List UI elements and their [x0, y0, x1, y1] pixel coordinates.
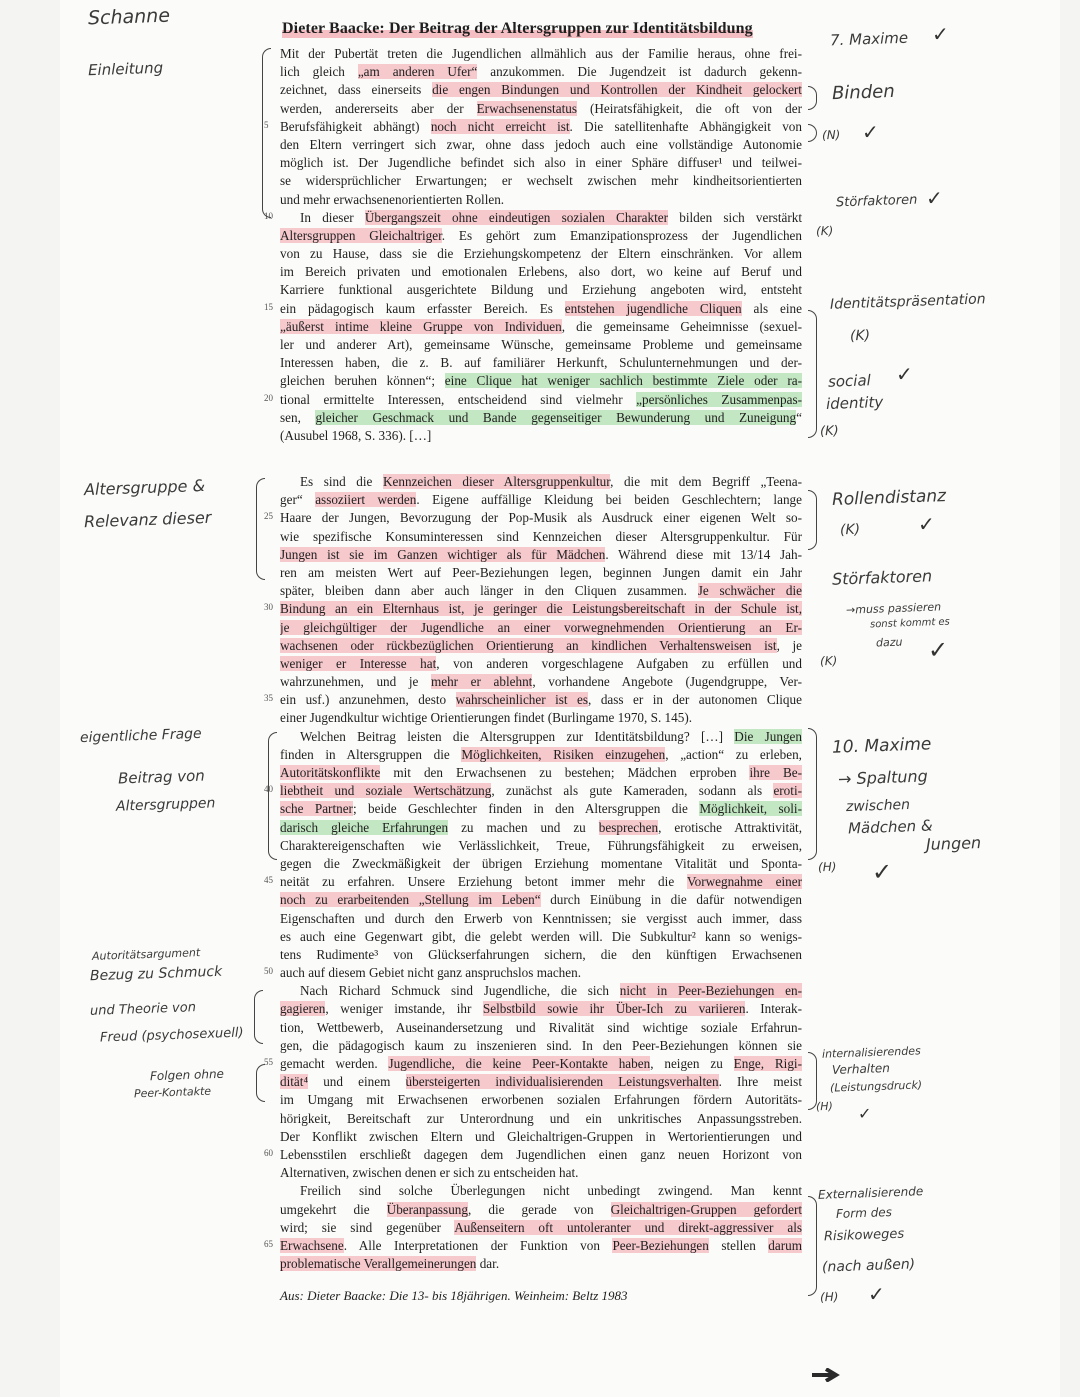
text-line: problematische Verallgemeinerungen dar.	[280, 1256, 500, 1272]
text-line: dität⁴ und einem übersteigerten individualisierenden Leistungsverhalten. Ihre meist	[280, 1074, 802, 1090]
note-rollendistanz: Rollendistanz	[831, 486, 947, 510]
note-k5: (K)	[819, 653, 838, 669]
text-line: Autoritätskonflikte mit den Erwachsenen zu bestehen; Mädchen erproben ihre Be-	[280, 765, 802, 780]
text-line: Es sind die Kennzeichen dieser Altersgruppenkultur, die mit dem Begriff „Teena-	[300, 474, 802, 489]
note-freud: Freud (psychosexuell)	[99, 1025, 244, 1046]
note-relevanz: Relevanz dieser	[83, 507, 212, 532]
note-jungen: Jungen	[925, 833, 982, 854]
text-line: werden, andererseits aber der Erwachsenenstatus (Heiratsfähigkeit, die oft von der	[280, 100, 802, 116]
note-maxime7: 7. Maxime	[829, 28, 909, 50]
line-number: 45	[264, 875, 273, 886]
line-number: 30	[264, 602, 273, 613]
text-line: Alternativen, zwischen denen er sich zu entscheiden hat.	[280, 1165, 579, 1181]
note-identitaetspraesentation: Identitätspräsentation	[829, 291, 986, 313]
arrow-right-icon	[812, 1368, 842, 1382]
text-line: weniger er Interesse hat, von anderen vorgeschlagene Aufgaben zu erfüllen und	[280, 655, 802, 671]
text-line: finden in Altersgruppen die Möglichkeiten, Risiken einzugehen, „action“ zu erleben,	[280, 746, 802, 762]
note-risikoweges: Risikoweges	[823, 1226, 905, 1245]
text-block-1	[264, 45, 802, 445]
text-line: auch auf diesem Gebiet nicht ganz anspruchslos machen.	[280, 965, 582, 981]
text-line: später, bleiben dann aber auch länger in den Cliquen zusammen. Je schwächer die	[280, 583, 802, 599]
left-bracket-frage	[268, 732, 277, 860]
check-mark-icon: ✓	[872, 858, 893, 886]
text-line: gemacht werden. Jugendliche, die keine Peer-Kontakte haben, neigen zu Enge, Rigi-	[280, 1056, 802, 1071]
note-maxime10: 10. Maxime	[831, 734, 932, 758]
text-line: wachsenen oder rückbezüglichen Orientierung an kindlichen Verhaltensweisen ist, je	[280, 637, 802, 653]
line-number: 20	[264, 392, 273, 403]
text-line: möglich ist. Der Jugendliche befindet sich also in einer Sphäre diffuser¹ und teilwei-	[280, 155, 802, 171]
text-line: ler und anderer Art), gemeinsame Wünsche, gemeinsame Probleme und gemeinsame	[280, 337, 802, 352]
text-line: Charaktereigenschaften wie Verlässlichkeit, Treue, Führungsfähigkeit zu erweisen,	[280, 837, 802, 853]
text-line: Mit der Pubertät treten die Jugendlichen allmählich aus der Familie heraus, ohne frei-	[280, 46, 802, 61]
text-line: Nach Richard Schmuck sind Jugendliche, die sich nicht in Peer-Beziehungen en-	[300, 983, 802, 999]
note-h1: (H)	[817, 859, 837, 875]
line-number: 35	[264, 693, 273, 704]
check-mark-icon: ✓	[918, 512, 935, 536]
note-binden: Binden	[831, 80, 896, 105]
text-line: gegen die Zweckmäßigkeit der übrigen Erziehung momentane Vitalität und Sponta-	[280, 855, 802, 871]
note-spaltung: → Spaltung	[837, 766, 929, 789]
check-mark-icon: ✓	[928, 636, 949, 664]
line-number: 40	[264, 784, 273, 795]
text-line: In dieser Übergangszeit ohne eindeutigen sozialen Charakter bilden sich verstärkt	[300, 209, 802, 225]
text-line: neität zu erfahren. Unsere Erziehung betont immer mehr die Vorwegnahme einer	[280, 874, 802, 890]
text-line: sen, gleicher Geschmack und Bande gegenseitiger Bewunderung und Zuneigung“	[280, 409, 802, 425]
note-dazu: dazu	[875, 635, 903, 650]
check-mark-icon: ✓	[896, 362, 913, 386]
note-stoerfaktoren-1: Störfaktoren	[835, 192, 918, 211]
text-line: ren am meisten Wert auf Peer-Beziehungen legen, beginnen Jungen damit ein Jahr	[280, 564, 802, 580]
note-internalisierendes: internalisierendes	[821, 1044, 921, 1061]
text-line: „äußerst intime kleine Gruppe von Individuen, die gemeinsame Geheimnisse (sexuel-	[280, 318, 802, 334]
document-title: Dieter Baacke: Der Beitrag der Altersgruppen zur Identitätsbildung	[282, 20, 753, 37]
note-leistungsdruck: (Leistungsdruck)	[829, 1078, 923, 1095]
text-line: Der Konflikt zwischen Eltern und Gleichaltrigen-Gruppen in Wertorientierungen und	[280, 1128, 802, 1144]
source-citation: Aus: Dieter Baacke: Die 13- bis 18jährigen. Weinheim: Beltz 1983	[280, 1288, 628, 1303]
note-k4: (K)	[839, 521, 861, 539]
text-line: sche Partner; beide Geschlechter finden in den Altersgruppen die Möglichkeit, soli-	[280, 801, 802, 817]
text-line: ein usf.) anzunehmen, desto wahrscheinlicher ist es, dass er in der autonomen Clique	[280, 692, 802, 708]
text-line: Welchen Beitrag leisten die Altersgruppen zur Identitätsbildung? […] Die Jungen	[300, 728, 802, 744]
note-muss-passieren: →muss passieren	[845, 600, 942, 617]
note-identity: identity	[825, 393, 884, 413]
text-line: Jungen ist sie im Ganzen wichtiger als für Mädchen. Während diese mit 13/14 Jah-	[280, 546, 802, 562]
text-line: es auch eine Gegenwart gibt, die gelebt werden will. Die Subkultur² kann so wenigs-	[280, 928, 802, 944]
text-line: liebtheit und soziale Wertschätzung, zunächst als gute Kameraden, sodann als eroti-	[280, 783, 802, 799]
text-line: Interessen haben, die z. B. auf familiärer Herkunft, Schulunternehmungen und der-	[280, 355, 802, 371]
note-beitrag: Beitrag von	[117, 766, 206, 788]
text-line: hörigkeit, Bereitschaft zur Unterordnung und ein unkritisches Anpassungsstreben.	[280, 1110, 802, 1126]
text-line: von zu Hause, dass sie die Erziehungskompetenz der Eltern einschränken. Vor allem	[280, 246, 802, 262]
text-line: gen, die pädagogisch kaum zu inszenieren sind. In den Peer-Beziehungen können sie	[280, 1037, 802, 1053]
text-line: wird; sie sind gegenüber Außenseitern oft untoleranter und direkt-aggressiver als	[280, 1219, 802, 1235]
note-verhalten: Verhalten	[831, 1060, 891, 1078]
note-nach-aussen: (nach außen)	[821, 1256, 916, 1276]
note-autoritaet: Autoritätsargument	[91, 946, 201, 963]
text-line: tens Rudimente³ von Glückserfahrungen sichern, die den künftigen Erwachsenen	[280, 946, 802, 962]
text-line: se widersprüchlicher Erwartungen; er wechselt zwischen mehr kindheitsorientierten	[280, 173, 802, 189]
text-line: je gleichgültiger der Jugendliche an einer vorwegnehmenden Orientierung an Er-	[280, 619, 802, 635]
note-stoerfaktoren-2: Störfaktoren	[831, 566, 933, 589]
note-altersgruppe: Altersgruppe &	[83, 475, 206, 500]
text-line: Altersgruppen Gleichaltriger. Es gehört zum Emanzipationsprozess der Jugendlichen	[280, 227, 802, 243]
right-bracket-5	[808, 728, 817, 860]
check-mark-icon: ✓	[932, 22, 949, 46]
note-externalisierende: Externalisierende	[817, 1184, 924, 1202]
note-k2: (K)	[849, 327, 871, 345]
text-line: Karriere funktional ausgerichtete Bildung und Erziehung angeboten wird, entsteht	[280, 282, 802, 298]
note-k3: (K)	[819, 423, 839, 440]
text-line: Haare der Jungen, Bevorzugung der Pop-Musik als Ausdruck einer eigenen Welt so-	[280, 510, 802, 526]
text-line: im Umgang mit Erwachsenen erworbenen sozialen Erfahrungen fördern Autoritäts-	[280, 1092, 802, 1108]
note-zwischen: zwischen	[845, 796, 911, 816]
text-line: (Ausubel 1968, S. 336). […]	[280, 427, 432, 443]
left-bracket-folgen	[256, 1064, 265, 1102]
text-line: den Eltern verringert sich zwar, ohne dass jedoch auch eine vollständige Autonomie	[280, 136, 802, 152]
note-einleitung: Einleitung	[87, 58, 164, 80]
note-form-des: Form des	[835, 1205, 893, 1221]
text-line: Berufsfähigkeit abhängt) noch nicht erreicht ist. Die satellitenhafte Abhängigkeit von	[280, 118, 802, 134]
left-bracket-relevanz	[256, 478, 265, 580]
text-line: einer Jugendkultur wichtige Orientierungen findet (Burlingame 1970, S. 145).	[280, 710, 693, 726]
note-n: (N)	[821, 127, 841, 143]
check-mark-icon: ✓	[926, 186, 943, 210]
text-line: noch zu erarbeitenden „Stellung im Leben“ durch Einübung in die dafür notwendigen	[280, 892, 802, 908]
note-h3: (H)	[819, 1289, 839, 1305]
line-number: 25	[264, 511, 273, 522]
text-line: Bindung an ein Elternhaus ist, je geringer die Leistungsbereitschaft in der Schule ist,	[280, 601, 802, 617]
note-folgen: Folgen ohne	[149, 1066, 225, 1084]
text-line: Freilich sind solche Überlegungen nicht unbedingt zwingend. Man kennt	[300, 1183, 802, 1199]
right-bracket-3	[808, 310, 817, 438]
line-number: 65	[264, 1239, 273, 1250]
note-theorie: und Theorie von	[89, 1000, 197, 1019]
text-line: wie spezifische Konsuminteressen sind Kennzeichen dieser Altersgruppenkultur. Für	[280, 528, 802, 544]
text-line: Erwachsene. Alle Interpretationen der Funktion von Peer-Beziehungen stellen darum	[280, 1237, 802, 1253]
note-altersgruppen: Altersgruppen	[115, 795, 216, 815]
check-mark-icon: ✓	[858, 1104, 872, 1123]
text-line: ger“ assoziiert werden. Eigene auffällige Kleidung bei beiden Geschlechtern; lange	[280, 492, 802, 508]
line-number: 60	[264, 1148, 273, 1159]
text-line: wahrzunehmen, und je mehr er ablehnt, vorhandene Angebote (Jugendgruppe, Ver-	[280, 674, 802, 690]
text-line: tional ermittelte Interessen, entscheidend sind vielmehr „persönliches Zusammenpas-	[280, 391, 802, 407]
line-number: 5	[264, 119, 269, 130]
text-line: Lebensstilen erschließt dagegen dem Jugendlichen einen ganz neuen Horizont von	[280, 1146, 802, 1162]
left-bracket-intro	[262, 48, 271, 218]
text-line: und mehr erwachsenenorientierten Rollen.	[280, 191, 505, 207]
line-number: 15	[264, 301, 273, 312]
right-bracket-4	[808, 490, 817, 550]
line-number: 10	[264, 210, 273, 221]
note-bezug: Bezug zu Schmuck	[89, 963, 223, 985]
text-line: ein pädagogisch kaum erfasster Bereich. Es entstehen jugendliche Cliquen als eine	[280, 300, 802, 316]
text-line: lich gleich „am anderen Ufer“ anzukommen. Die Jugendzeit ist dadurch gekenn-	[280, 64, 802, 80]
note-scanne: Schanne	[87, 4, 171, 30]
text-line: gleichen beruhen können“; eine Clique hat weniger sachlich bestimmte Ziele oder ra-	[280, 373, 802, 389]
text-line: Eigenschaften und durch den Erwerb von Kenntnissen; sie vergisst auch immer, dass	[280, 910, 802, 926]
note-social: social	[827, 371, 872, 391]
left-bracket-schmuck	[254, 990, 263, 1044]
text-line: zeichnet, dass einerseits die engen Bindungen und Kontrollen der Kindheit gelockert	[280, 82, 802, 98]
note-sonst: sonst kommt es	[869, 616, 951, 631]
check-mark-icon: ✓	[862, 120, 879, 144]
text-line: darisch gleiche Erfahrungen zu machen und zu besprechen, erotische Attraktivität,	[280, 819, 802, 835]
check-mark-icon: ✓	[868, 1282, 885, 1306]
note-peer-kontakte: Peer-Kontakte	[133, 1084, 212, 1101]
note-h2: (H)	[815, 1099, 834, 1114]
note-eigentliche-frage: eigentliche Frage	[79, 725, 202, 747]
line-number: 50	[264, 966, 273, 977]
text-line: im Bereich privaten und emotionalen Erlebens, also dort, wo keine auf Beruf und	[280, 264, 802, 280]
line-number: 55	[264, 1057, 273, 1068]
text-line: umgekehrt die Überanpassung, die gerade von Gleichaltrigen-Gruppen gefordert	[280, 1201, 802, 1217]
right-bracket-7	[808, 1196, 817, 1296]
note-maedchen: Mädchen &	[847, 816, 933, 838]
text-block-2	[264, 473, 802, 1273]
text-line: tion, Wettbewerb, Auseinandersetzung und Rivalität sind wichtige soziale Erfahrun-	[280, 1019, 802, 1035]
text-line: gagieren, weniger imstande, ihr Selbstbild sowie ihr Über-Ich zu variieren. Interak-	[280, 1001, 802, 1017]
note-k1: (K)	[815, 223, 834, 239]
